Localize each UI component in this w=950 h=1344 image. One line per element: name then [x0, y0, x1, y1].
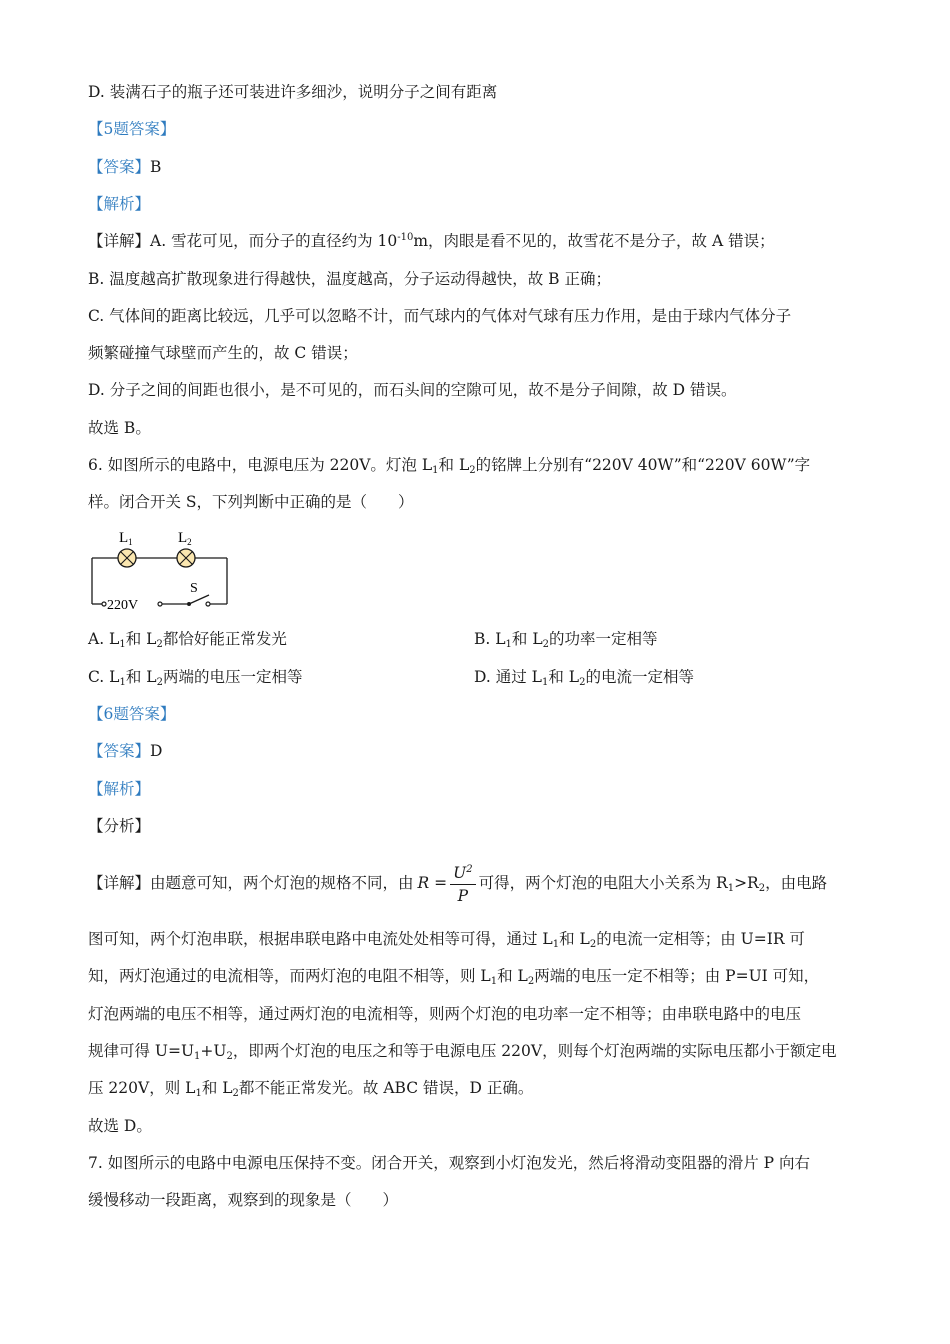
- q6-option-c: [88, 667, 302, 687]
- lamp-2-icon: [177, 549, 195, 567]
- q6-detail6-text-c: 都不能正常发光。故 ABC 错误，D 正确。: [238, 1079, 534, 1097]
- q6-detail5-text-a: 规律可得 U=U: [88, 1042, 195, 1060]
- q6-detail5-sub2: 2: [226, 1051, 233, 1062]
- q6-option-a: [88, 629, 287, 649]
- switch-icon: [187, 595, 210, 606]
- source-voltage-label: 220V: [107, 598, 139, 612]
- q6-opt-c-sub2: 2: [156, 677, 163, 688]
- q6-answer-tag: 【6题答案】: [88, 705, 176, 723]
- q6-detail2-text-c: 的电流一定相等；由 U=IR 可: [596, 930, 805, 948]
- q6-opt-a-text-b: 和 L: [125, 630, 157, 648]
- q6-opt-c-text-a: C. L: [88, 668, 120, 686]
- q5-detail-label: 【详解】: [88, 232, 151, 250]
- formula-num-var: U: [453, 863, 467, 882]
- q6-stem-sub2: 2: [469, 465, 476, 476]
- q6-detail1-text-c: >R: [734, 874, 759, 892]
- q6-opt-a-text-c: 都恰好能正常发光: [162, 630, 287, 648]
- q6-answer-value: D: [150, 742, 163, 760]
- q5-detail-a: [88, 231, 775, 251]
- q7-stem-line2: 缓慢移动一段距离，观察到的现象是（ ）: [88, 1191, 399, 1209]
- lamp-2-label: $L_2$: [178, 530, 192, 547]
- q6-detail-line4: 灯泡两端的电压不相等，通过两灯泡的电流相等，则两个灯泡的电功率一定不相等；由串联电路中的电压: [88, 1005, 802, 1023]
- q6-answer-label: 【答案】: [88, 742, 151, 760]
- formula-fraction: [450, 862, 475, 907]
- q6-detail-line5: [88, 1041, 837, 1061]
- q6-opt-d-text-c: 的电流一定相等: [585, 668, 694, 686]
- q6-detail-line2: [88, 929, 805, 949]
- q6-opt-d-text-a: D. 通过 L: [474, 668, 542, 686]
- formula-numerator: [450, 862, 475, 885]
- q6-opt-a-sub1: 1: [119, 639, 126, 650]
- q6-opt-b-text-b: 和 L: [511, 630, 543, 648]
- q6-opt-c-text-b: 和 L: [125, 668, 157, 686]
- q6-opt-a-sub2: 2: [156, 639, 163, 650]
- q6-answer: [88, 741, 162, 761]
- q6-stem-text-b: 和 L: [438, 456, 470, 474]
- q5-detail-a-exponent: -10: [397, 232, 414, 243]
- formula-denominator: P: [457, 886, 469, 905]
- q6-stem-text-a: 6. 如图所示的电路中，电源电压为 220V。灯泡 L: [88, 456, 433, 474]
- q5-detail-c2: 频繁碰撞气球壁而产生的，故 C 错误；: [88, 344, 358, 362]
- q6-opt-c-sub1: 1: [119, 677, 126, 688]
- q6-stem-line1: [88, 455, 810, 475]
- q6-opt-b-text-a: B. L: [474, 630, 506, 648]
- formula-lhs: R =: [417, 874, 448, 892]
- q5-answer: [88, 157, 161, 177]
- q6-option-d: [474, 667, 694, 687]
- q5-conclusion: 故选 B。: [88, 419, 151, 437]
- q6-detail-line1: [88, 859, 827, 907]
- q6-detail2-sub1: 1: [552, 939, 560, 950]
- q5-answer-tag: 【5题答案】: [88, 120, 176, 138]
- q6-opt-d-sub2: 2: [579, 677, 586, 688]
- q5-detail-c1: C. 气体间的距离比较远，几乎可以忽略不计，而气球内的气体对气球有压力作用，是由于球内气体分子: [88, 307, 792, 325]
- formula-exponent: 2: [466, 863, 473, 875]
- q6-detail-line6: [88, 1078, 533, 1098]
- q6-detail1-text-a: 由题意可知，两个灯泡的规格不同，由: [150, 874, 414, 892]
- q6-opt-d-sub1: 1: [541, 677, 549, 688]
- q6-detail5-text-c: ，即两个灯泡的电压之和等于电源电压 220V，则每个灯泡两端的实际电压都小于额定电: [232, 1042, 837, 1060]
- q6-stem-text-c: 的铭牌上分别有“220V 40W”和“220V 60W”字: [475, 456, 811, 474]
- q6-detail2-text-b: 和 L: [559, 930, 590, 948]
- q6-opt-a-text-a: A. L: [88, 630, 120, 648]
- q6-analysis-tag: 【解析】: [88, 780, 151, 798]
- q7-stem-line1: 7. 如图所示的电路中电源电压保持不变。闭合开关，观察到小灯泡发光，然后将滑动变阻器的滑片 P 向右: [88, 1154, 811, 1172]
- q5-detail-a-text1: A. 雪花可见，而分子的直径约为 10: [150, 232, 398, 250]
- lamp-1-icon: [118, 549, 136, 567]
- q6-opt-b-sub2: 2: [542, 639, 550, 650]
- q6-detail1-text-b: 可得，两个灯泡的电阻大小关系为 R: [478, 874, 728, 892]
- q5-answer-value: B: [150, 158, 162, 176]
- q6-opt-d-text-b: 和 L: [548, 668, 580, 686]
- q5-analysis-tag: 【解析】: [88, 195, 151, 213]
- q6-detail6-sub2: 2: [232, 1088, 239, 1099]
- q6-detail-label: 【详解】: [88, 874, 151, 892]
- q6-detail3-sub1: 1: [490, 976, 498, 987]
- q6-detail6-text-b: 和 L: [201, 1079, 233, 1097]
- q6-stem-line2: 样。闭合开关 S，下列判断中正确的是（ ）: [88, 493, 414, 511]
- q5-detail-a-text2: m，肉眼是看不见的，故雪花不是分子，故 A 错误；: [413, 232, 775, 250]
- q5-option-d: D. 装满石子的瓶子还可装进许多细沙，说明分子之间有距离: [88, 83, 498, 101]
- lamp-1-label: $L_1$: [119, 530, 133, 547]
- q6-circuit-diagram: [88, 522, 233, 612]
- q6-detail3-text-b: 和 L: [497, 967, 528, 985]
- q5-answer-label: 【答案】: [88, 158, 151, 176]
- q6-detail3-text-c: 两端的电压一定不相等；由 P=UI 可知，: [534, 967, 820, 985]
- q6-option-b: [474, 629, 658, 649]
- q6-detail5-sub1: 1: [194, 1051, 201, 1062]
- q6-opt-c-text-c: 两端的电压一定相等: [162, 668, 303, 686]
- q5-detail-b: B. 温度越高扩散现象进行得越快，温度越高，分子运动得越快，故 B 正确；: [88, 270, 611, 288]
- q6-detail2-text-a: 图可知，两个灯泡串联，根据串联电路中电流处处相等可得，通过 L: [88, 930, 553, 948]
- q6-detail-line3: [88, 966, 819, 986]
- switch-label: S: [190, 581, 198, 596]
- q6-detail3-sub2: 2: [527, 976, 535, 987]
- q6-conclusion: 故选 D。: [88, 1117, 152, 1135]
- q6-detail1-text-d: ，由电路: [765, 874, 828, 892]
- q6-fenxi-tag: 【分析】: [88, 817, 151, 835]
- q6-detail6-sub1: 1: [195, 1088, 202, 1099]
- q5-detail-d: D. 分子之间的间距也很小，是不可见的，而石头间的空隙可见，故不是分子间隙，故 D 错误。: [88, 381, 737, 399]
- q6-stem-sub1: 1: [432, 465, 439, 476]
- q6-detail3-text-a: 知，两灯泡通过的电流相等，而两灯泡的电阻不相等，则 L: [88, 967, 491, 985]
- q6-detail6-text-a: 压 220V，则 L: [88, 1079, 196, 1097]
- q6-detail2-sub2: 2: [589, 939, 597, 950]
- q6-detail1-sub1: 1: [727, 883, 735, 894]
- q6-opt-b-text-c: 的功率一定相等: [549, 630, 658, 648]
- q6-opt-b-sub1: 1: [505, 639, 512, 650]
- q6-detail5-text-b: +U: [200, 1042, 227, 1060]
- q6-detail1-sub2: 2: [758, 883, 766, 894]
